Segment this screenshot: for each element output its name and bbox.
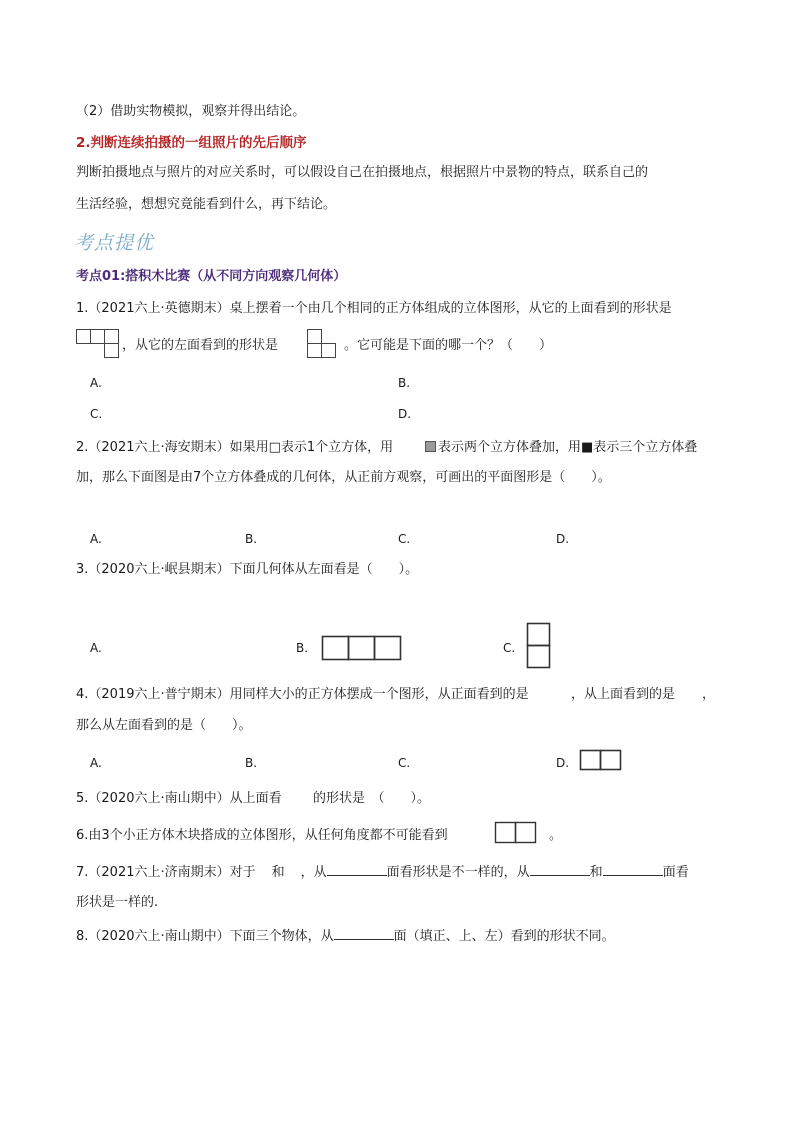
question-2-line-2: 加，那么下面图是由7个立方体叠成的几何体，从正前方观察，可画出的平面图形是（ ）。 bbox=[76, 470, 611, 485]
q8-text-1: 8.（2020六上·南山期中）下面三个物体，从 bbox=[76, 929, 334, 944]
q8-text-2: 面（填正、上、左）看到的形状不同。 bbox=[393, 929, 615, 944]
question-7-line-2: 形状是一样的. bbox=[76, 895, 159, 910]
q3-option-c-figure bbox=[527, 623, 551, 671]
question-4-line-2: 那么从左面看到的是（ ）。 bbox=[76, 718, 252, 733]
q3-option-a[interactable]: A. bbox=[90, 641, 102, 655]
q4-option-a[interactable]: A. bbox=[90, 756, 102, 770]
q7-blank-1[interactable] bbox=[327, 862, 387, 876]
question-6b: 。 bbox=[549, 828, 563, 843]
paragraph-line-1: 判断拍摄地点与照片的对应关系时，可以假设自己在拍摄地点，根据照片中景物的特点，联系自己的 bbox=[76, 165, 649, 180]
question-2-line-1a: 2.（2021六上·海安期末）如果用□表示1个立方体，用 bbox=[76, 440, 394, 455]
question-1-line-2a: ，从它的左面看到的形状是 bbox=[122, 338, 279, 353]
heading-2: 2.判断连续拍摄的一组照片的先后顺序 bbox=[76, 135, 307, 151]
q1-option-a[interactable]: A. bbox=[90, 376, 102, 390]
question-3: 3.（2020六上·岷县期末）下面几何体从左面看是（ ）。 bbox=[76, 562, 419, 577]
q7-text-5: 和 bbox=[589, 865, 603, 880]
question-4-line-1c: ， bbox=[702, 687, 716, 702]
q3-option-b[interactable]: B. bbox=[296, 641, 309, 655]
q2-option-a[interactable]: A. bbox=[90, 532, 102, 546]
q3-option-c[interactable]: C. bbox=[503, 641, 516, 655]
text-line: （2）借助实物模拟，观察并得出结论。 bbox=[76, 104, 306, 119]
q7-text-6: 面看 bbox=[662, 865, 689, 880]
q7-text-2: 和 bbox=[271, 865, 285, 880]
grey-square-icon bbox=[425, 441, 437, 453]
question-8 bbox=[76, 926, 615, 946]
q1-option-b[interactable]: B. bbox=[398, 376, 411, 390]
question-2-line-1b: 表示两个立方体叠加，用■表示三个立方体叠 bbox=[438, 440, 698, 455]
q7-blank-3[interactable] bbox=[603, 862, 663, 876]
q2-option-b[interactable]: B. bbox=[245, 532, 258, 546]
question-4-line-1b: ，从上面看到的是 bbox=[571, 687, 676, 702]
q4-option-d[interactable]: D. bbox=[556, 756, 570, 770]
paragraph-line-2: 生活经验，想想究竟能看到什么，再下结论。 bbox=[76, 197, 337, 212]
brand-title: 考点提优 bbox=[74, 232, 155, 254]
question-4-line-1a: 4.（2019六上·普宁期末）用同样大小的正方体摆成一个图形，从正面看到的是 bbox=[76, 687, 529, 702]
q1-option-c[interactable]: C. bbox=[90, 407, 103, 421]
question-1-line-2b: 。它可能是下面的哪一个？（ ） bbox=[344, 338, 553, 353]
q2-option-d[interactable]: D. bbox=[556, 532, 570, 546]
q3-option-b-figure bbox=[322, 636, 402, 662]
q4-option-b[interactable]: B. bbox=[245, 756, 258, 770]
q1-option-d[interactable]: D. bbox=[398, 407, 412, 421]
question-7-line-1 bbox=[76, 862, 689, 882]
q4-option-d-figure bbox=[580, 750, 624, 772]
question-1-line-1: 1.（2021六上·英德期末）桌上摆着一个由几个相同的正方体组成的立体图形，从它的上面看到的形状是 bbox=[76, 301, 672, 316]
section-title: 考点01:搭积木比赛（从不同方向观察几何体） bbox=[76, 269, 347, 284]
question-5b: 的形状是 （ ）。 bbox=[313, 791, 431, 806]
top-view-figure bbox=[76, 329, 122, 359]
q7-blank-2[interactable] bbox=[530, 862, 590, 876]
left-view-figure bbox=[307, 329, 341, 359]
q7-text-3: ，从 bbox=[300, 865, 327, 880]
q7-text-4: 面看形状是不一样的，从 bbox=[386, 865, 530, 880]
q6-figure bbox=[495, 822, 541, 846]
q8-blank[interactable] bbox=[334, 926, 394, 940]
question-6a: 6.由3个小正方体木块搭成的立体图形，从任何角度都不可能看到 bbox=[76, 828, 448, 843]
question-5a: 5.（2020六上·南山期中）从上面看 bbox=[76, 791, 282, 806]
q2-option-c[interactable]: C. bbox=[398, 532, 411, 546]
q4-option-c[interactable]: C. bbox=[398, 756, 411, 770]
q7-text-1: 7.（2021六上·济南期末）对于 bbox=[76, 865, 256, 880]
